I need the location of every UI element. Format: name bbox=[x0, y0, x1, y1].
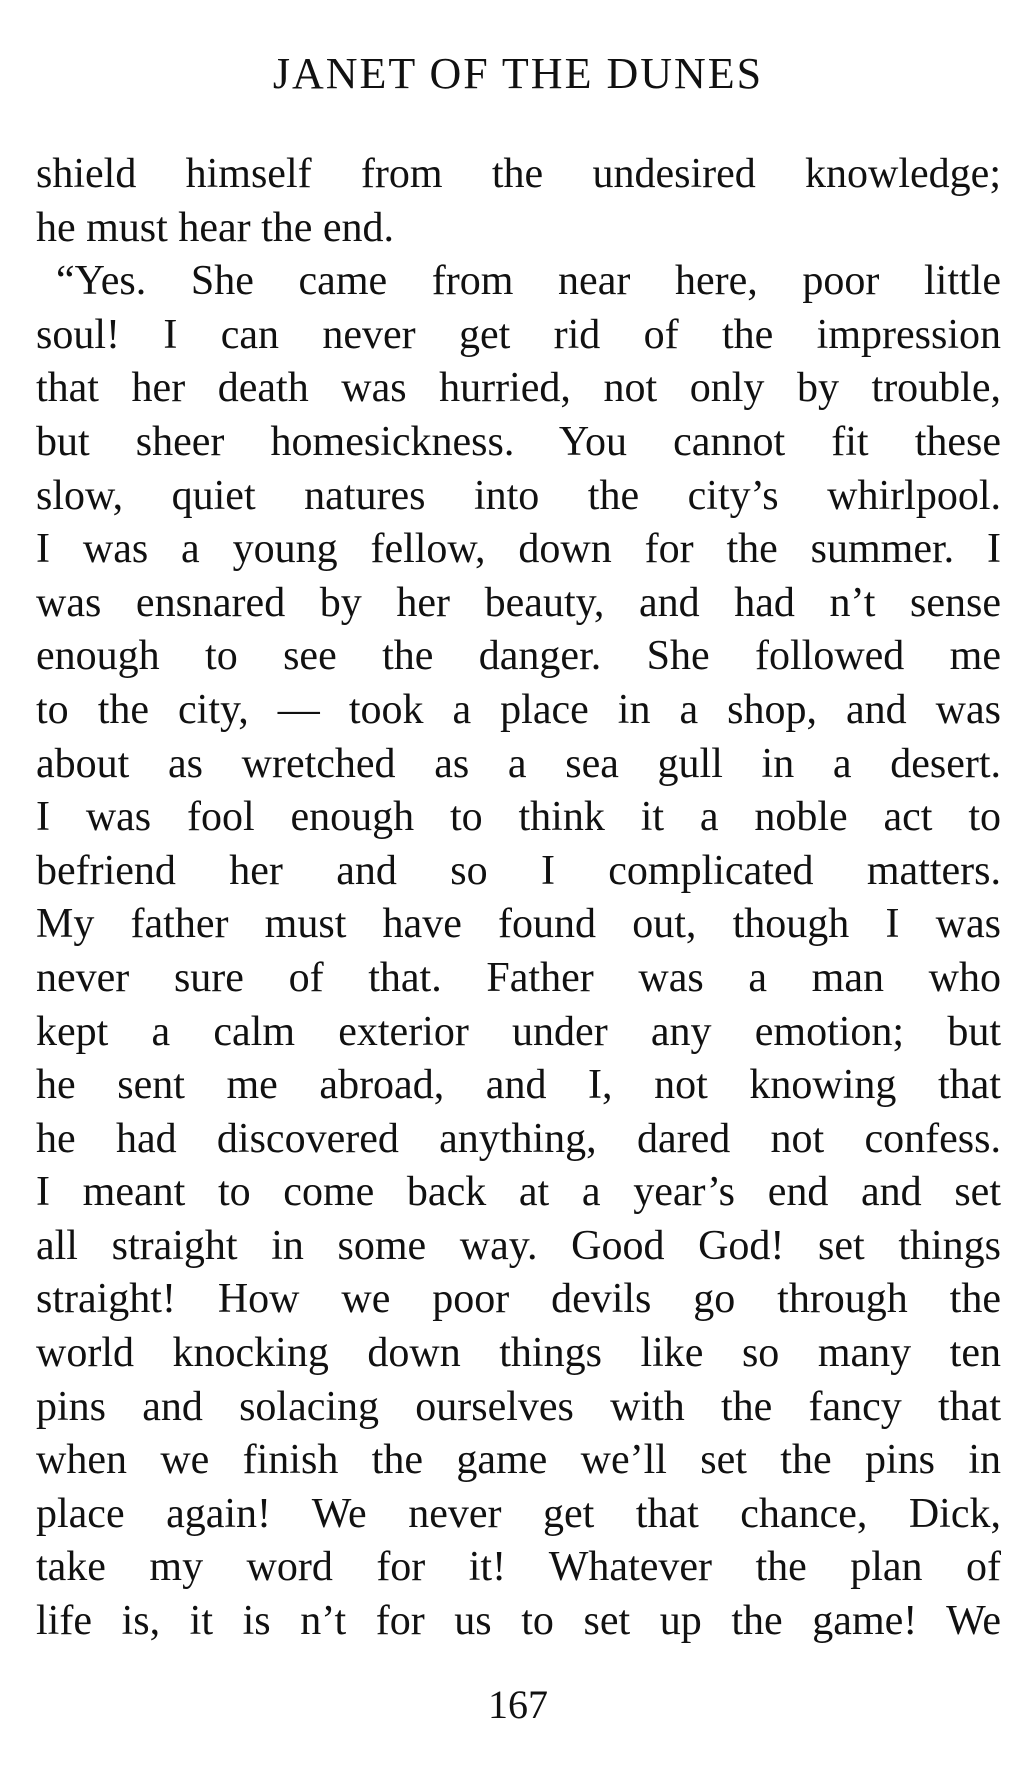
text-line: straight! How we poor devils go through the bbox=[36, 1276, 1001, 1323]
text-line: soul! I can never get rid of the impression bbox=[36, 311, 1001, 358]
text-line: about as wretched as a sea gull in a desert. bbox=[36, 740, 1001, 787]
text-line: but sheer homesickness. You cannot fit these bbox=[36, 418, 1001, 465]
body-text bbox=[36, 148, 1001, 1649]
text-line: “Yes. She came from near here, poor little bbox=[56, 258, 1001, 305]
text-line: place again! We never get that chance, Dick, bbox=[36, 1490, 1001, 1537]
text-line: all straight in some way. Good God! set things bbox=[36, 1222, 1001, 1269]
text-line: I meant to come back at a year’s end and set bbox=[36, 1169, 1001, 1216]
text-line: life is, it is n’t for us to set up the game! We bbox=[36, 1598, 1001, 1645]
text-line: I was fool enough to think it a noble act to bbox=[36, 794, 1001, 841]
text-line: My father must have found out, though I was bbox=[36, 901, 1001, 948]
text-line: world knocking down things like so many ten bbox=[36, 1330, 1001, 1377]
text-line: he must hear the end. bbox=[36, 204, 395, 251]
text-line: he had discovered anything, dared not confess. bbox=[36, 1115, 1001, 1162]
text-line: when we finish the game we’ll set the pins in bbox=[36, 1437, 1001, 1484]
text-line: pins and solacing ourselves with the fancy that bbox=[36, 1383, 1001, 1430]
running-head-title: JANET OF THE DUNES bbox=[272, 49, 764, 98]
page-number: 167 bbox=[488, 1682, 548, 1727]
text-line: he sent me abroad, and I, not knowing that bbox=[36, 1062, 1001, 1109]
text-line: slow, quiet natures into the city’s whirlpool. bbox=[36, 472, 1001, 519]
text-line: that her death was hurried, not only by trouble, bbox=[36, 365, 1001, 412]
text-line: shield himself from the undesired knowledge; bbox=[36, 151, 1001, 197]
text-line: enough to see the danger. She followed me bbox=[36, 633, 1001, 680]
text-line: never sure of that. Father was a man who bbox=[36, 954, 1001, 1001]
text-line: take my word for it! Whatever the plan of bbox=[36, 1544, 1001, 1591]
text-line: to the city, — took a place in a shop, and was bbox=[36, 686, 1001, 733]
text-line: kept a calm exterior under any emotion; but bbox=[36, 1008, 1001, 1055]
text-line: I was a young fellow, down for the summer. I bbox=[36, 526, 1001, 573]
text-line: befriend her and so I complicated matters. bbox=[36, 847, 1001, 894]
text-line: was ensnared by her beauty, and had n’t sense bbox=[36, 579, 1001, 626]
